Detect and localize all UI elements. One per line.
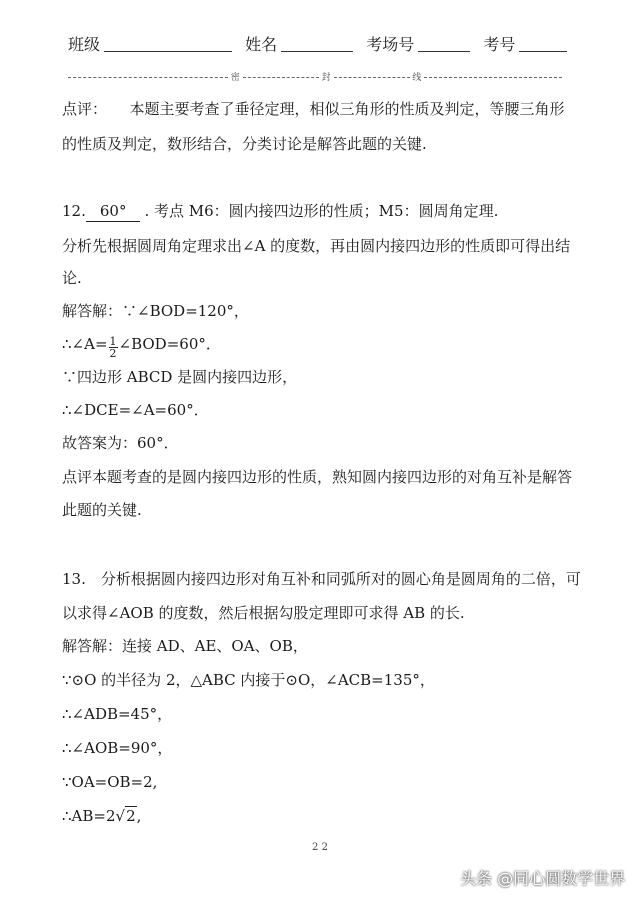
solution-line: 解答解：∵∠BOD=120°， [62,302,249,320]
comment-line: 此题的关键. [62,501,142,519]
solution-line: 解答解：连接 AD、AE、OA、OB， [62,637,308,655]
name-label: 姓名 [245,35,278,54]
solution-line: ∵⊙O 的半径为 2，△ABC 内接于⊙O，∠ACB=135°， [62,671,435,689]
analysis-line: 论. [62,269,82,287]
solution-line: ∴AB=2√2, [62,807,142,825]
text-segment: , [136,807,142,825]
seal-feng: 封 [321,73,331,83]
seal-dash [334,77,410,78]
solution-line [62,334,582,359]
comment-line: 的性质及判定，数形结合，分类讨论是解答此题的关键. [62,135,427,153]
page-number: 2 2 [312,842,328,853]
class-blank [104,35,232,52]
text-segment: ∴∠A= [62,335,108,353]
comment-line: 点评本题考查的是圆内接四边形的性质，熟知圆内接四边形的对角互补是解答 [62,468,573,486]
question-13-analysis: 13. 分析根据圆内接四边形对角互补和同弧所对的圆心角是圆周角的二倍，可 [62,570,581,588]
name-blank [281,35,353,52]
solution-line: ∵四边形 ABCD 是圆内接四边形， [62,368,298,386]
question-number: 12. [62,202,86,220]
text-segment: ∴AB=2 [62,807,116,825]
fraction-denominator: 2 [109,347,117,360]
seal-mi: 密 [230,73,240,83]
solution-line: ∴∠DCE=∠A=60°． [62,401,209,419]
seal-dash [68,77,228,78]
solution-line: ∵OA=OB=2, [62,773,158,791]
fraction [109,336,118,359]
comment-line: 点评： 本题主要考查了垂径定理，相似三角形的性质及判定，等腰三角形 [62,100,565,118]
solution-line: 故答案为：60°． [62,434,179,452]
radicand: 2 [126,807,136,825]
exam-number-label: 考号 [483,35,516,54]
answer-blank: 60° [86,201,141,222]
analysis-line: 分析先根据圆周角定理求出∠A 的度数，再由圆内接四边形的性质即可得出结 [62,237,571,255]
analysis-line: 以求得∠AOB 的度数，然后根据勾股定理即可求得 AB 的长. [62,604,465,622]
watermark: 头条 @同心圆数学世界 [460,869,626,888]
seal-dash [243,77,319,78]
fraction-numerator: 1 [109,335,117,348]
exam-room-blank [418,35,470,52]
class-label: 班级 [68,35,101,54]
knowledge-points: . 考点 M6：圆内接四边形的性质；M5：圆周角定理. [144,202,499,220]
seal-line [68,70,564,83]
text-segment: ∠BOD=60°． [118,335,221,353]
seal-xian: 线 [412,73,422,83]
question-12-heading [62,201,582,222]
exam-room-label: 考场号 [366,35,415,54]
student-info-header [68,34,588,56]
exam-number-blank [519,35,567,52]
solution-line: ∴∠AOB=90°， [62,739,173,757]
solution-line: ∴∠ADB=45°， [62,705,173,723]
seal-dash [424,77,564,78]
